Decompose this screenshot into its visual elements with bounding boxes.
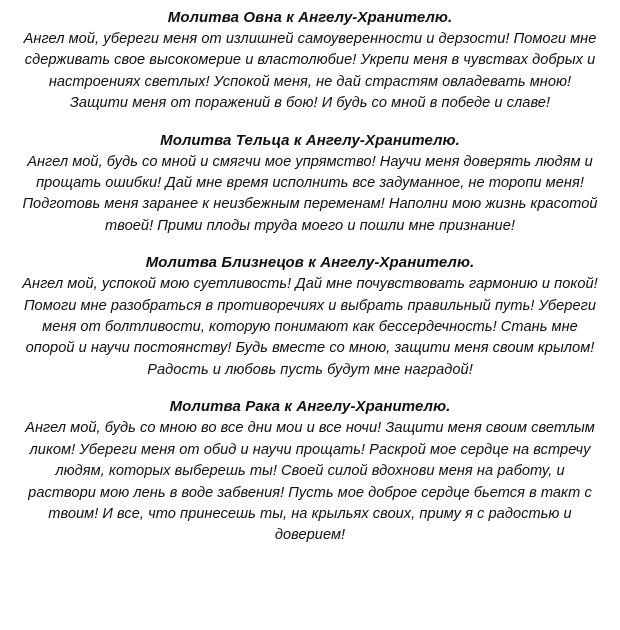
prayer-text: Ангел мой, будь со мной и смягчи мое упрямство! Научи меня доверять людям и прощать ошибки! Дай мне время исполнить все задуманное, не торопи меня! Подготовь меня заранее к неизбежным переменам! Наполни мою жизнь красотой твоей! Прими плоды труда моего и пошли мне признание! xyxy=(22,153,598,234)
prayer-text: Ангел мой, будь со мною во все дни мои и все ночи! Защити меня своим светлым ликом! Убереги меня от обид и научи прощать! Раскрой мое сердце на встречу людям, которых выберешь ты! Своей силой вдохнови меня на работу, и раствори мою лень в воде забвения! Пусть мое доброе сердце бьется в такт с твоим! И все, что принесешь ты, на крыльях своих, приму я с радостью и доверием! xyxy=(25,420,595,544)
prayer-text: Ангел мой, убереги меня от излишней самоуверенности и дерзости! Помоги мне сдерживать свое высокомерие и властолюбие! Укрепи меня в чувствах добрых и настроениях светлых! Успокой меня, не дай страстям овладевать мною! Защити меня от поражений в бою! И будь со мной в победе и славе! xyxy=(23,31,597,112)
prayer-cancer xyxy=(20,397,600,546)
prayer-title: Молитва Овна к Ангелу-Хранителю. xyxy=(167,9,453,26)
prayer-text: Ангел мой, успокой мою суетливость! Дай мне почувствовать гармонию и покой! Помоги мне разобраться в противоречиях и выбрать правильный путь! Убереги меня от болтливости, которую понимают как бессердечность! Стань мне опорой и научи постоянству! Будь вместе со мною, защити меня своим крылом! Радость и любовь пусть будут мне наградой! xyxy=(22,276,598,378)
prayer-title: Молитва Тельца к Ангелу-Хранителю. xyxy=(160,131,460,149)
prayer-gemini xyxy=(20,253,600,381)
prayer-aries xyxy=(20,8,600,115)
prayer-taurus xyxy=(20,131,600,238)
prayer-title: Молитва Рака к Ангелу-Хранителю. xyxy=(169,398,451,416)
prayer-title: Молитва Близнецов к Ангелу-Хранителю. xyxy=(145,254,475,272)
